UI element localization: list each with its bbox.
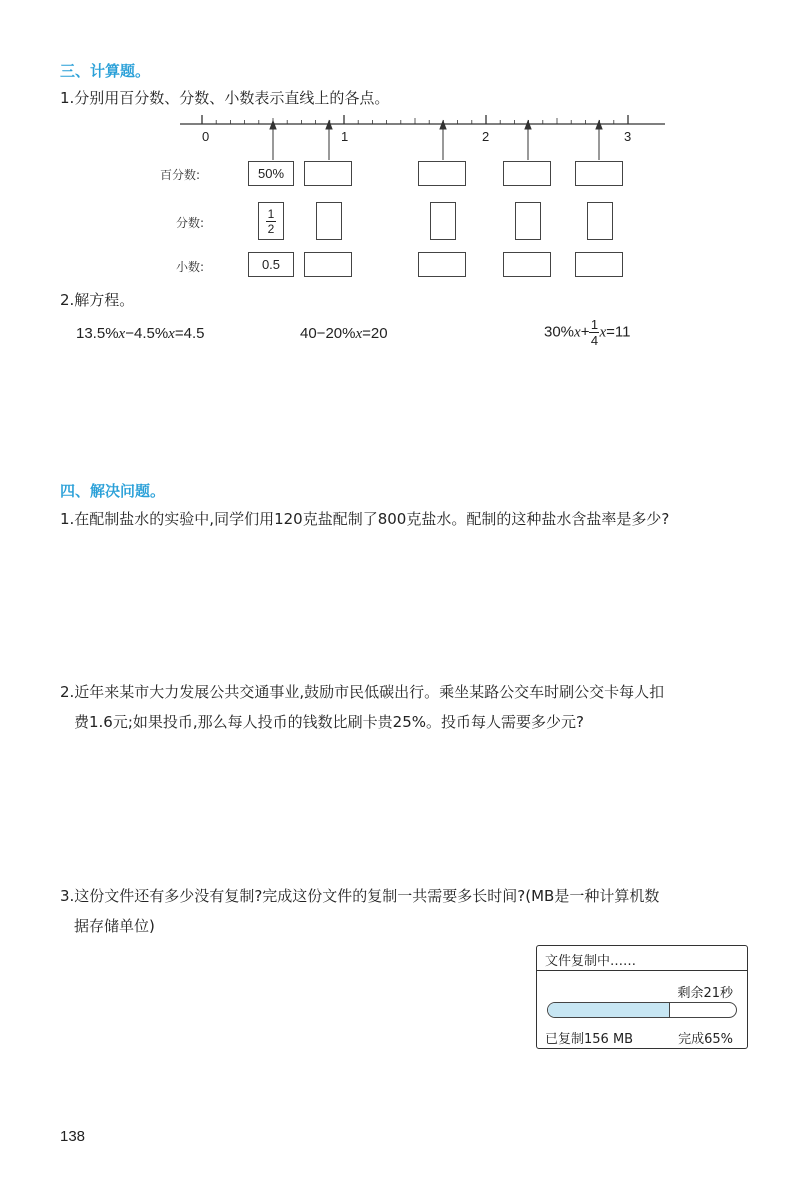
percent-box-4[interactable]	[503, 161, 551, 186]
fraction-box-2[interactable]	[316, 202, 342, 240]
copy-progress-bar	[547, 1002, 737, 1018]
eq3-var-2: x	[599, 324, 607, 341]
eq1-var-1: x	[118, 326, 126, 342]
question-4-2-line-2: 费1.6元;如果投币,那么每人投币的钱数比刷卡贵25%。投币每人需要多少元?	[74, 713, 584, 731]
percent-box-1: 50%	[248, 161, 294, 186]
equation-3	[544, 318, 630, 347]
copy-dialog-divider	[537, 970, 747, 971]
copied-amount: 已复制156 MB	[545, 1032, 634, 1047]
arrow-head-p2	[326, 121, 332, 129]
equation-1	[76, 325, 204, 343]
question-4-3-line-2: 据存储单位)	[74, 917, 155, 935]
copy-dialog-title: 文件复制中……	[545, 954, 637, 969]
copy-progress-fill	[548, 1003, 670, 1017]
fraction-box-1	[258, 202, 284, 240]
fraction-numerator: 1	[267, 206, 275, 221]
equation-2	[300, 325, 388, 343]
arrow-head-p5	[596, 121, 602, 129]
eq3-fraction	[589, 318, 599, 347]
question-4-3-line-1: 3.这份文件还有多少没有复制?完成这份文件的复制一共需要多长时间?(MB是一种计算机数	[60, 887, 660, 905]
decimal-box-5[interactable]	[575, 252, 623, 277]
row-label-percent: 百分数:	[160, 168, 201, 182]
eq2-var: x	[355, 326, 363, 342]
fraction-box-4[interactable]	[515, 202, 541, 240]
percent-box-2[interactable]	[304, 161, 352, 186]
tick-label-2: 2	[482, 129, 490, 144]
point-arrows	[270, 121, 602, 160]
eq2-part-c: =20	[362, 325, 388, 342]
question-4-2-line-1: 2.近年来某市大力发展公共交通事业,鼓励市民低碳出行。乘坐某路公交车时刷公交卡每人扣	[60, 683, 665, 701]
fraction-denominator: 2	[267, 221, 275, 236]
number-line-ticks	[202, 115, 628, 124]
percent-box-5[interactable]	[575, 161, 623, 186]
eq2-part-a: 40−20%	[300, 325, 356, 342]
fraction-one-half	[266, 208, 276, 235]
section-3-title: 三、计算题。	[60, 62, 151, 80]
eq3-var-1: x	[574, 324, 581, 341]
tick-label-3: 3	[624, 129, 632, 144]
eq3-part-a: 30%	[544, 323, 575, 341]
decimal-box-3[interactable]	[418, 252, 466, 277]
question-4-1: 1.在配制盐水的实验中,同学们用120克盐配制了800克盐水。配制的这种盐水含盐率是多少?	[60, 510, 670, 528]
decimal-box-4[interactable]	[503, 252, 551, 277]
decimal-box-2[interactable]	[304, 252, 352, 277]
tick-label-0: 0	[202, 129, 210, 144]
arrow-head-50	[270, 121, 276, 129]
copy-percent-done: 完成65%	[678, 1032, 733, 1047]
eq1-part-b: −4.5%	[125, 325, 169, 342]
decimal-box-1: 0.5	[248, 252, 294, 277]
eq1-var-2: x	[168, 326, 175, 342]
arrow-head-p4	[525, 121, 531, 129]
eq3-frac-num: 1	[590, 317, 599, 332]
arrow-head-p3	[440, 121, 446, 129]
page-number: 138	[60, 1128, 86, 1145]
fraction-box-5[interactable]	[587, 202, 613, 240]
percent-box-3[interactable]	[418, 161, 466, 186]
copy-time-remaining: 剩余21秒	[677, 986, 733, 1001]
question-3-2: 2.解方程。	[60, 291, 135, 309]
section-4-title: 四、解决问题。	[60, 482, 166, 500]
tick-label-1: 1	[341, 129, 349, 144]
eq3-plus: +	[580, 323, 590, 341]
row-label-fraction: 分数:	[176, 216, 205, 230]
row-label-decimal: 小数:	[176, 260, 205, 274]
fraction-box-3[interactable]	[430, 202, 456, 240]
file-copy-dialog	[536, 945, 748, 1049]
eq1-part-a: 13.5%	[76, 325, 119, 342]
question-3-1: 1.分别用百分数、分数、小数表示直线上的各点。	[60, 89, 390, 107]
eq1-part-c: =4.5	[174, 325, 205, 342]
eq3-part-c: =11	[606, 323, 631, 341]
eq3-frac-den: 4	[590, 333, 599, 348]
